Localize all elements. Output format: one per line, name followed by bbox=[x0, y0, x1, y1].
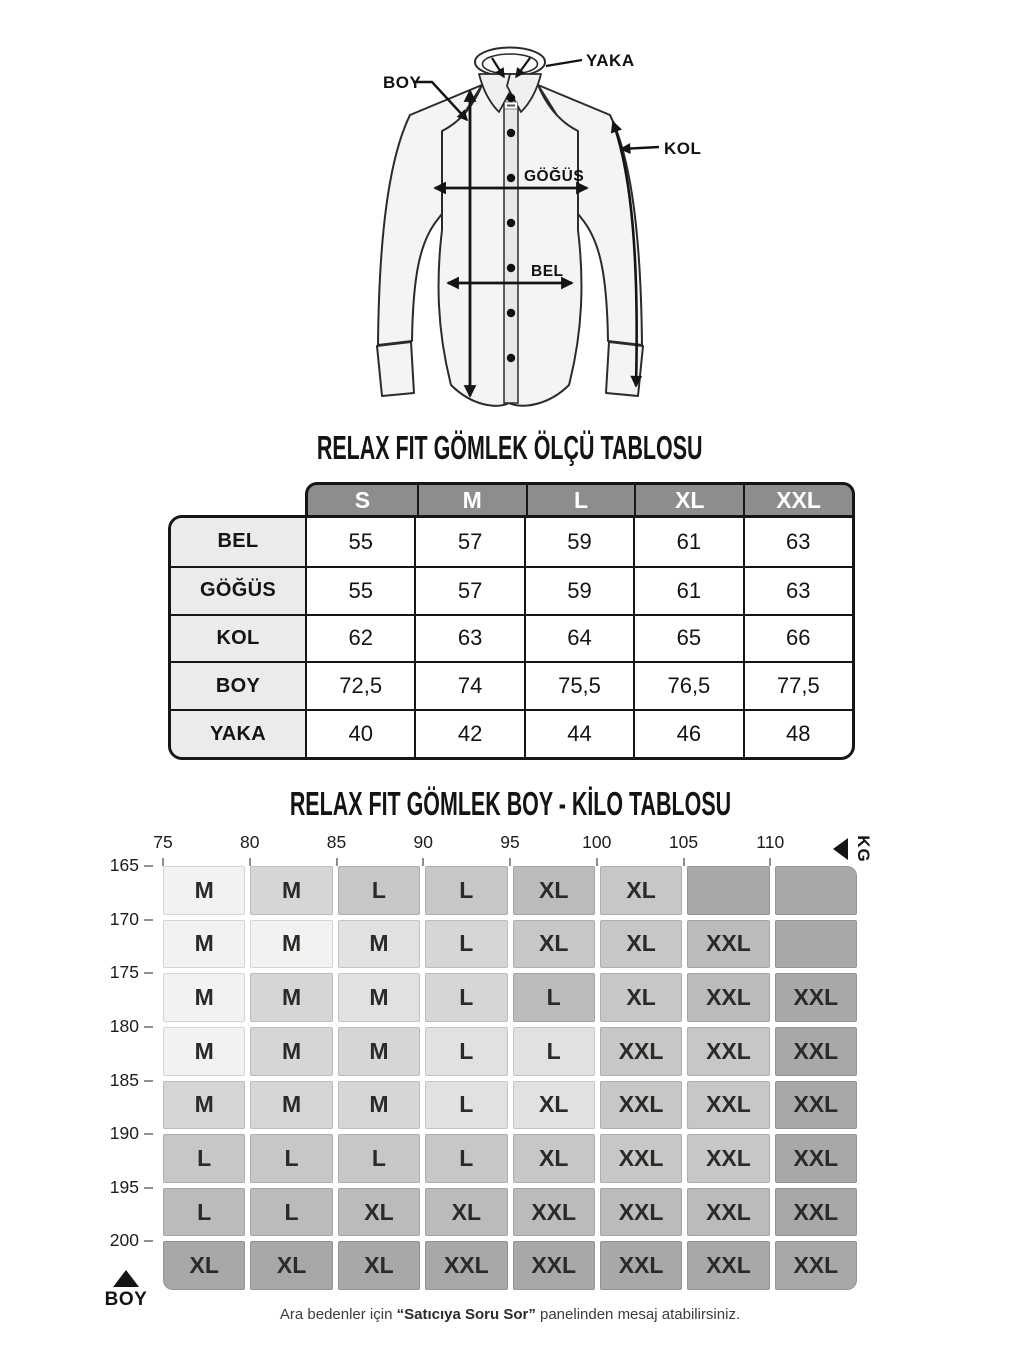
matrix-cell: L bbox=[425, 1027, 507, 1076]
size-table-title-text: RELAX FIT GÖMLEK ÖLÇÜ TABLOSU bbox=[317, 429, 703, 466]
matrix-cell: M bbox=[338, 1081, 420, 1130]
matrix-cell: XXL bbox=[600, 1134, 682, 1183]
diagram-label-yaka: YAKA bbox=[586, 51, 635, 70]
matrix-cell: M bbox=[250, 973, 332, 1022]
kg-tick-label: 90 bbox=[413, 832, 433, 852]
matrix-cell: L bbox=[425, 1081, 507, 1130]
boy-axis bbox=[95, 855, 155, 1290]
matrix-cell: XL bbox=[513, 920, 595, 969]
kg-tick-label: 80 bbox=[240, 832, 260, 852]
matrix-cell: XL bbox=[513, 1134, 595, 1183]
matrix-cell: XL bbox=[338, 1188, 420, 1237]
size-col-header: S bbox=[354, 486, 371, 513]
size-value-cell: 57 bbox=[414, 566, 523, 614]
size-value-cell: 59 bbox=[524, 518, 633, 566]
size-table-title bbox=[0, 431, 1020, 464]
boy-tick-label: 165 bbox=[109, 855, 139, 875]
matrix-cell: XXL bbox=[425, 1241, 507, 1290]
matrix-cell: M bbox=[338, 1027, 420, 1076]
kg-tick-label: 105 bbox=[668, 832, 699, 852]
matrix-cell: M bbox=[250, 866, 332, 915]
kg-tick bbox=[596, 858, 598, 866]
boy-tick bbox=[144, 865, 153, 867]
boy-tick bbox=[144, 1026, 153, 1028]
matrix-cell: M bbox=[250, 920, 332, 969]
matrix-cell: XL bbox=[425, 1188, 507, 1237]
matrix-cell: XXL bbox=[775, 1188, 857, 1237]
boy-tick-label: 195 bbox=[109, 1176, 139, 1197]
kg-tick bbox=[162, 858, 164, 866]
footer-suffix: panelinden mesaj atabilirsiniz. bbox=[535, 1306, 741, 1323]
size-col-header: L bbox=[526, 485, 635, 515]
matrix-cell: M bbox=[163, 1027, 245, 1076]
matrix-cell: L bbox=[425, 866, 507, 915]
matrix-cell: L bbox=[338, 1134, 420, 1183]
boy-tick-label: 200 bbox=[109, 1230, 139, 1251]
boy-tick bbox=[144, 1133, 153, 1135]
kg-axis-label: KG bbox=[853, 835, 873, 863]
matrix-cell: XXL bbox=[775, 973, 857, 1022]
diagram-label-bel: BEL bbox=[531, 263, 564, 280]
size-row-label: GÖĞÜS bbox=[171, 566, 305, 614]
matrix-cell: XXL bbox=[775, 1134, 857, 1183]
boy-tick bbox=[144, 919, 153, 921]
size-value-cell: 61 bbox=[633, 566, 742, 614]
boy-axis-label: BOY bbox=[104, 1289, 148, 1310]
matrix-cell: XXL bbox=[775, 1241, 857, 1290]
matrix-cell: XXL bbox=[775, 1027, 857, 1076]
size-value-cell: 57 bbox=[414, 518, 523, 566]
size-value-cell: 44 bbox=[524, 709, 633, 757]
matrix-cell: L bbox=[425, 920, 507, 969]
boy-tick-label: 185 bbox=[109, 1069, 139, 1090]
size-row-label: BOY bbox=[171, 661, 305, 709]
size-value-cell: 55 bbox=[305, 566, 414, 614]
kg-arrow-icon bbox=[833, 838, 848, 860]
matrix-cell: XXL bbox=[687, 1134, 769, 1183]
matrix-cell: XXL bbox=[600, 1027, 682, 1076]
matrix-cell: XXL bbox=[513, 1188, 595, 1237]
size-row-label: BEL bbox=[171, 518, 305, 566]
brand-mark-text bbox=[507, 105, 515, 107]
matrix-cell: XXL bbox=[687, 1241, 769, 1290]
size-value-cell: 63 bbox=[743, 518, 852, 566]
size-col-header: XXL bbox=[743, 485, 852, 515]
matrix-cell: XL bbox=[163, 1241, 245, 1290]
yaka-leader-line bbox=[546, 60, 582, 66]
matrix-cell: L bbox=[163, 1188, 245, 1237]
matrix-title-text: RELAX FIT GÖMLEK BOY - KİLO TABLOSU bbox=[289, 785, 731, 822]
size-value-cell: 62 bbox=[305, 614, 414, 662]
matrix-cell: M bbox=[250, 1081, 332, 1130]
matrix-cell: M bbox=[338, 973, 420, 1022]
matrix-cell: XXL bbox=[687, 973, 769, 1022]
boy-tick bbox=[144, 972, 153, 974]
boy-tick bbox=[144, 1187, 153, 1189]
kg-tick bbox=[422, 858, 424, 866]
size-value-cell: 42 bbox=[414, 709, 523, 757]
matrix-cell: XXL bbox=[600, 1188, 682, 1237]
size-col-header: XL bbox=[634, 485, 743, 515]
matrix-cell bbox=[775, 920, 857, 969]
matrix-cell: M bbox=[250, 1027, 332, 1076]
matrix-cell: XXL bbox=[600, 1081, 682, 1130]
boy-axis-marker bbox=[98, 1270, 154, 1311]
size-value-cell: 63 bbox=[743, 566, 852, 614]
size-value-cell: 48 bbox=[743, 709, 852, 757]
matrix-cell: L bbox=[513, 1027, 595, 1076]
button bbox=[507, 94, 515, 102]
kg-axis-marker bbox=[833, 835, 877, 863]
size-value-cell: 40 bbox=[305, 709, 414, 757]
size-value-cell: 65 bbox=[633, 614, 742, 662]
button bbox=[507, 219, 515, 227]
collar-inner bbox=[483, 54, 538, 74]
diagram-label-kol: KOL bbox=[664, 139, 702, 158]
kg-tick bbox=[336, 858, 338, 866]
kg-tick-label: 85 bbox=[326, 832, 347, 852]
size-table-header bbox=[305, 482, 855, 515]
boy-tick bbox=[144, 1080, 153, 1082]
matrix-cell: XL bbox=[338, 1241, 420, 1290]
button bbox=[507, 354, 515, 362]
matrix-cell: L bbox=[513, 973, 595, 1022]
matrix-cell: M bbox=[163, 1081, 245, 1130]
matrix-cell: L bbox=[250, 1134, 332, 1183]
matrix-cell: XL bbox=[513, 866, 595, 915]
matrix-cell: M bbox=[338, 920, 420, 969]
matrix-cell: XXL bbox=[687, 1188, 769, 1237]
kg-tick bbox=[683, 858, 685, 866]
height-weight-matrix bbox=[163, 866, 857, 1290]
matrix-cell: XXL bbox=[513, 1241, 595, 1290]
matrix-cell: XXL bbox=[687, 1081, 769, 1130]
matrix-cell: XL bbox=[250, 1241, 332, 1290]
kg-tick-label: 100 bbox=[582, 832, 612, 852]
size-value-cell: 75,5 bbox=[524, 661, 633, 709]
matrix-cell: L bbox=[425, 973, 507, 1022]
matrix-cell bbox=[775, 866, 857, 915]
matrix-cell: M bbox=[163, 973, 245, 1022]
size-value-cell: 63 bbox=[414, 614, 523, 662]
boy-arrow-icon bbox=[113, 1270, 139, 1287]
matrix-cell: XXL bbox=[600, 1241, 682, 1290]
button bbox=[507, 309, 515, 317]
boy-tick bbox=[144, 1240, 153, 1242]
size-value-cell: 59 bbox=[524, 566, 633, 614]
kg-tick-label: 110 bbox=[756, 832, 785, 852]
matrix-cell: XXL bbox=[775, 1081, 857, 1130]
button bbox=[507, 174, 515, 182]
matrix-cell bbox=[687, 866, 769, 915]
matrix-cell: L bbox=[250, 1188, 332, 1237]
shirt-left-cuff bbox=[377, 342, 414, 396]
size-value-cell: 74 bbox=[414, 661, 523, 709]
matrix-title bbox=[0, 787, 1020, 820]
boy-tick-label: 190 bbox=[109, 1123, 139, 1144]
button bbox=[507, 129, 515, 137]
matrix-cell: L bbox=[338, 866, 420, 915]
diagram-label-boy: BOY bbox=[383, 73, 422, 92]
matrix-cell: L bbox=[425, 1134, 507, 1183]
boy-tick-label: 180 bbox=[109, 1015, 139, 1036]
matrix-cell: XL bbox=[600, 866, 682, 915]
size-value-cell: 66 bbox=[743, 614, 852, 662]
size-value-cell: 76,5 bbox=[633, 661, 742, 709]
size-value-cell: 61 bbox=[633, 518, 742, 566]
kg-tick-label: 95 bbox=[500, 832, 520, 852]
diagram-label-gogus: GÖĞÜS bbox=[524, 168, 585, 185]
matrix-cell: L bbox=[163, 1134, 245, 1183]
matrix-cell: M bbox=[163, 866, 245, 915]
matrix-cell: XL bbox=[600, 973, 682, 1022]
size-value-cell: 77,5 bbox=[743, 661, 852, 709]
size-col-header: M bbox=[417, 485, 526, 515]
button bbox=[507, 264, 515, 272]
size-value-cell: 55 bbox=[305, 518, 414, 566]
kol-leader-line bbox=[621, 147, 659, 149]
kg-tick bbox=[249, 858, 251, 866]
shirt-diagram bbox=[280, 25, 740, 435]
boy-tick-label: 170 bbox=[109, 908, 139, 929]
size-row-label: KOL bbox=[171, 614, 305, 662]
matrix-cell: M bbox=[163, 920, 245, 969]
size-row-label: YAKA bbox=[171, 709, 305, 757]
kg-tick-label: 75 bbox=[153, 832, 173, 852]
matrix-cell: XL bbox=[513, 1081, 595, 1130]
kg-tick bbox=[509, 858, 511, 866]
size-value-cell: 72,5 bbox=[305, 661, 414, 709]
kg-tick bbox=[769, 858, 771, 866]
size-value-cell: 64 bbox=[524, 614, 633, 662]
kg-axis bbox=[153, 832, 857, 866]
footer-prefix: Ara bedenler için bbox=[279, 1306, 397, 1323]
matrix-cell: XL bbox=[600, 920, 682, 969]
boy-tick-label: 175 bbox=[109, 962, 139, 983]
footer-note bbox=[0, 1306, 1020, 1323]
matrix-cell: XXL bbox=[687, 1027, 769, 1076]
matrix-cell: XXL bbox=[687, 920, 769, 969]
size-table bbox=[168, 515, 855, 760]
footer-bold: “Satıcıya Soru Sor” bbox=[396, 1306, 536, 1323]
size-value-cell: 46 bbox=[633, 709, 742, 757]
